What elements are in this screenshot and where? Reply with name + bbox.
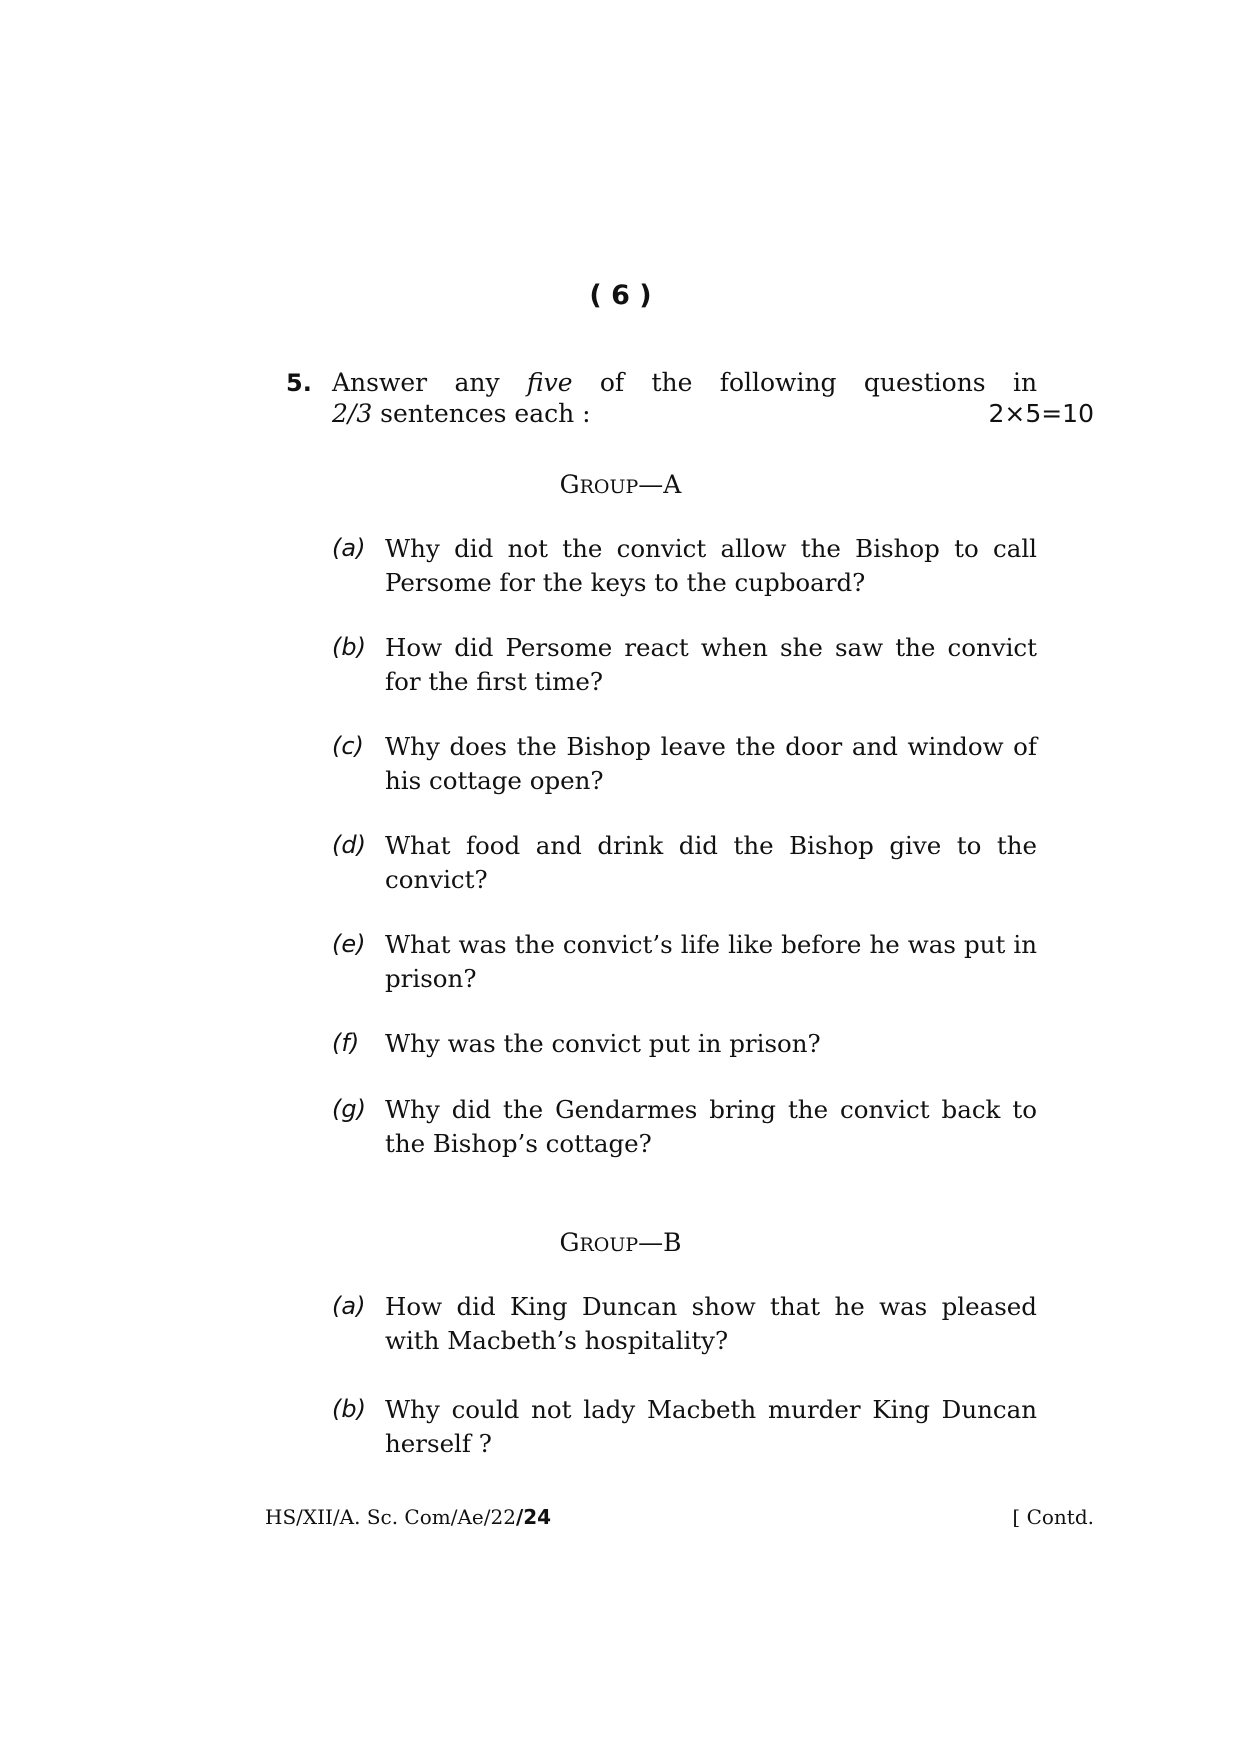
continued-marker: [ Contd. (1012, 1505, 1094, 1529)
instruction-word: any (454, 368, 500, 397)
question-item: What was the convict’s life like before he was put in prison? (385, 930, 1037, 993)
item-label: (a) (332, 534, 366, 562)
instruction-rest: sentences each : (372, 399, 591, 428)
sentence-range: 2/3 (332, 399, 373, 428)
instruction-word: five (526, 368, 573, 397)
item-label: (e) (332, 930, 366, 958)
group-a-heading: GROUP—A (559, 470, 682, 499)
item-label: (f) (332, 1029, 360, 1057)
page-number: ( 6 ) (589, 280, 652, 311)
item-label: (b) (332, 1395, 366, 1423)
item-label: (g) (332, 1095, 366, 1123)
question-instruction-line2 (332, 399, 591, 428)
question-item: Why could not lady Macbeth murder King Duncan herself ? (385, 1395, 1037, 1458)
instruction-word: following (719, 368, 837, 397)
group-b-heading: GROUP—B (559, 1228, 682, 1257)
item-label: (a) (332, 1292, 366, 1320)
question-item: Why does the Bishop leave the door and window of his cottage open? (385, 732, 1037, 795)
instruction-word: questions (863, 368, 986, 397)
question-instruction-line1 (332, 368, 1037, 397)
instruction-word: Answer (332, 368, 428, 397)
question-item: Why was the convict put in prison? (385, 1029, 821, 1058)
instruction-word: of (599, 368, 625, 397)
question-item: Why did the Gendarmes bring the convict back to the Bishop’s cottage? (385, 1095, 1037, 1158)
question-item: What food and drink did the Bishop give to the convict? (385, 831, 1037, 894)
question-item: Why did not the convict allow the Bishop to call Persome for the keys to the cupboard? (385, 534, 1037, 597)
question-number: 5. (286, 369, 312, 397)
marks-allocation: 2×5=10 (988, 399, 1094, 428)
item-label: (d) (332, 831, 366, 859)
question-item: How did Persome react when she saw the convict for the first time? (385, 633, 1037, 696)
item-label: (b) (332, 633, 366, 661)
item-label: (c) (332, 732, 364, 760)
paper-code: HS/XII/A. Sc. Com/Ae/22/24 (265, 1505, 552, 1529)
instruction-word: the (651, 368, 693, 397)
question-item: How did King Duncan show that he was pleased with Macbeth’s hospitality? (385, 1292, 1037, 1355)
instruction-word: in (1012, 368, 1038, 397)
